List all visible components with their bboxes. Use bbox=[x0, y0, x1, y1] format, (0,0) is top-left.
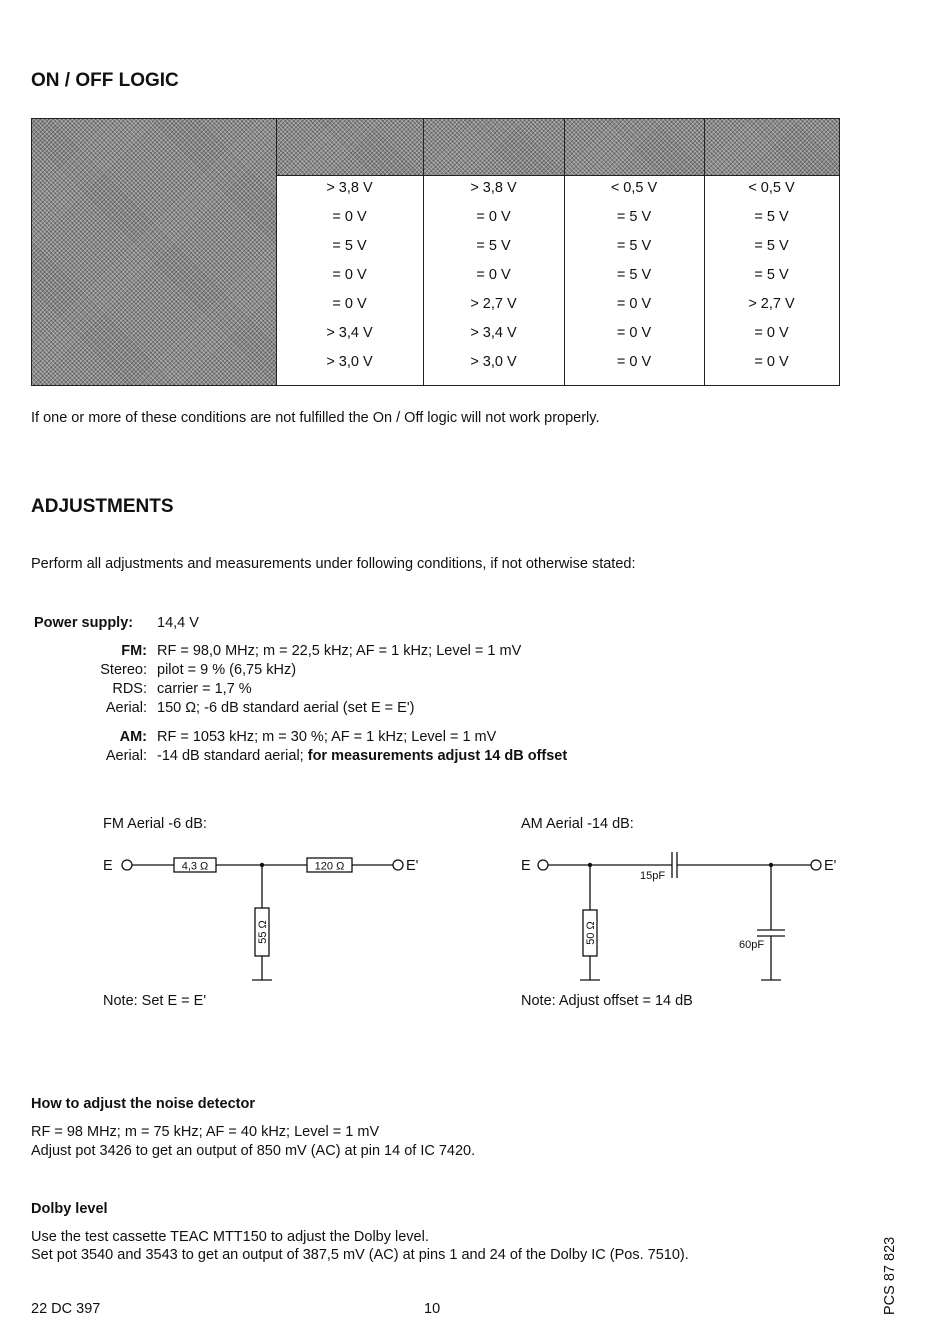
fm-terminal-e bbox=[122, 860, 132, 870]
table-cell: = 0 V bbox=[616, 296, 652, 312]
column-header bbox=[704, 119, 839, 175]
power-supply-value: 14,4 V bbox=[157, 615, 199, 631]
footer-page-number: 10 bbox=[424, 1301, 441, 1317]
rds-label: RDS: bbox=[112, 681, 147, 697]
table-cell: = 5 V bbox=[616, 209, 652, 225]
am-circuit-title: AM Aerial -14 dB: bbox=[521, 816, 634, 832]
noise-detector-line1: RF = 98 MHz; m = 75 kHz; AF = 40 kHz; Level = 1 mV bbox=[31, 1124, 380, 1140]
aerial-circuits-diagram bbox=[0, 840, 950, 990]
table-cell: > 3,4 V bbox=[326, 325, 373, 341]
noise-detector-title: How to adjust the noise detector bbox=[31, 1096, 255, 1112]
section-title-onoff: ON / OFF LOGIC bbox=[31, 70, 179, 91]
table-cell: = 0 V bbox=[476, 209, 511, 225]
fm-r1-label: 4,3 Ω bbox=[181, 860, 209, 873]
table-cell: = 0 V bbox=[616, 354, 652, 370]
column-header bbox=[276, 119, 423, 175]
dolby-title: Dolby level bbox=[31, 1201, 108, 1217]
am-series-cap-label: 15pF bbox=[640, 870, 666, 882]
fm-in-label: E bbox=[103, 858, 113, 874]
table-cell: = 5 V bbox=[754, 238, 789, 254]
am-in-label: E bbox=[521, 858, 531, 874]
dolby-line1: Use the test cassette TEAC MTT150 to adjust the Dolby level. bbox=[31, 1229, 429, 1245]
fm-r2-label: 120 Ω bbox=[314, 860, 345, 873]
am-aerial-value-bold: for measurements adjust 14 dB offset bbox=[307, 748, 568, 764]
stereo-value: pilot = 9 % (6,75 kHz) bbox=[157, 662, 297, 678]
adjustments-intro: Perform all adjustments and measurements under following conditions, if not otherwise stated: bbox=[31, 556, 636, 572]
column-header bbox=[423, 119, 564, 175]
dolby-line2: Set pot 3540 and 3543 to get an output of 387,5 mV (AC) at pins 1 and 24 of the Dolby IC (Pos. 7510). bbox=[31, 1247, 689, 1263]
table-cell: = 0 V bbox=[754, 325, 789, 341]
table-cell: = 5 V bbox=[754, 267, 789, 283]
am-circuit-note: Note: Adjust offset = 14 dB bbox=[521, 993, 693, 1009]
am-shunt-label: 50 Ω bbox=[585, 921, 597, 945]
am-label: AM: bbox=[119, 729, 147, 745]
fm-aerial-value: 150 Ω; -6 dB standard aerial (set E = E') bbox=[157, 700, 415, 716]
table-cell: > 2,7 V bbox=[470, 296, 517, 312]
onoff-note: If one or more of these conditions are not fulfilled the On / Off logic will not work properly. bbox=[31, 410, 600, 426]
table-cell: > 3,0 V bbox=[470, 354, 517, 370]
table-cell: > 3,0 V bbox=[326, 354, 373, 370]
am-aerial-label: Aerial: bbox=[105, 748, 147, 764]
table-cell: = 0 V bbox=[754, 354, 789, 370]
table-cell: < 0,5 V bbox=[748, 180, 795, 196]
fm-aerial-label: Aerial: bbox=[105, 700, 147, 716]
am-out-label: E' bbox=[824, 858, 837, 874]
fm-label: FM: bbox=[121, 643, 147, 659]
fm-terminal-e-prime bbox=[393, 860, 403, 870]
power-supply-label: Power supply: bbox=[34, 615, 134, 631]
onoff-logic-table bbox=[31, 118, 840, 386]
am-terminal-e bbox=[538, 860, 548, 870]
table-cell: = 0 V bbox=[616, 325, 652, 341]
fm-shunt-label: 55 Ω bbox=[257, 920, 269, 944]
table-cell: = 5 V bbox=[754, 209, 789, 225]
am-shunt-cap-label: 60pF bbox=[739, 939, 765, 951]
table-cell: > 3,4 V bbox=[470, 325, 517, 341]
am-terminal-e-prime bbox=[811, 860, 821, 870]
table-cell: = 5 V bbox=[332, 238, 367, 254]
footer-doc-code: 22 DC 397 bbox=[31, 1301, 101, 1317]
column-header bbox=[564, 119, 704, 175]
table-cell: > 2,7 V bbox=[748, 296, 795, 312]
table-cell: = 0 V bbox=[332, 296, 367, 312]
table-cell: = 5 V bbox=[476, 238, 511, 254]
am-aerial-value bbox=[157, 748, 567, 764]
rds-value: carrier = 1,7 % bbox=[157, 681, 252, 697]
table-cell: = 0 V bbox=[476, 267, 511, 283]
table-cell: = 5 V bbox=[616, 238, 652, 254]
table-cell: < 0,5 V bbox=[610, 180, 658, 196]
table-cell: = 0 V bbox=[332, 267, 367, 283]
fm-circuit-note: Note: Set E = E' bbox=[103, 993, 207, 1009]
fm-circuit-title: FM Aerial -6 dB: bbox=[103, 816, 207, 832]
noise-detector-line2: Adjust pot 3426 to get an output of 850 mV (AC) at pin 14 of IC 7420. bbox=[31, 1143, 476, 1159]
stereo-label: Stereo: bbox=[100, 662, 147, 678]
table-cell: > 3,8 V bbox=[326, 180, 373, 196]
table-cell: = 0 V bbox=[332, 209, 367, 225]
fm-out-label: E' bbox=[406, 858, 419, 874]
table-cell: = 5 V bbox=[616, 267, 652, 283]
am-aerial-value-plain: -14 dB standard aerial; bbox=[157, 748, 308, 764]
table-cell: > 3,8 V bbox=[470, 180, 517, 196]
am-value: RF = 1053 kHz; m = 30 %; AF = 1 kHz; Level = 1 mV bbox=[157, 729, 497, 745]
fm-value: RF = 98,0 MHz; m = 22,5 kHz; AF = 1 kHz; Level = 1 mV bbox=[157, 643, 522, 659]
section-title-adjustments: ADJUSTMENTS bbox=[31, 496, 174, 517]
row-labels-column bbox=[32, 119, 276, 385]
footer-side-code: PCS 87 823 bbox=[882, 1236, 898, 1315]
